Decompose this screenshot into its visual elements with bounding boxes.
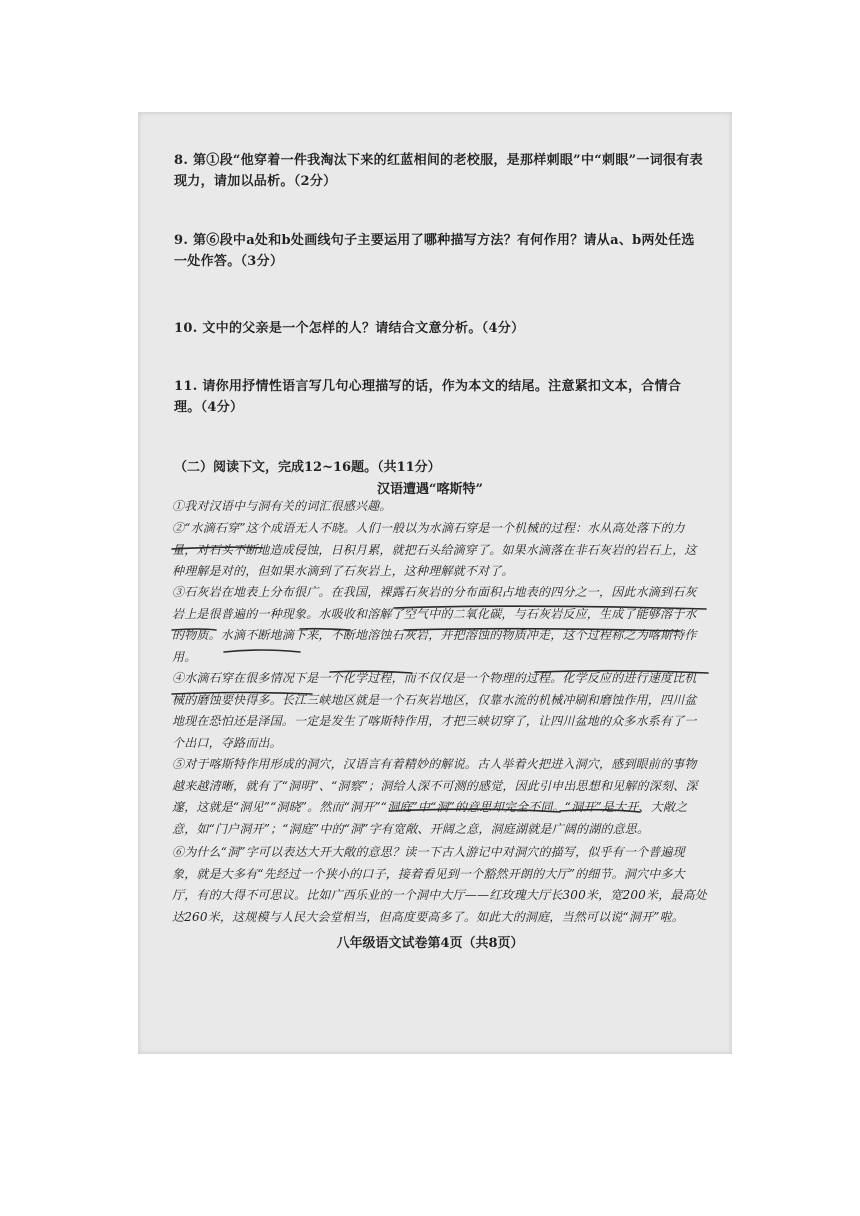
question-10: 10. 文中的父亲是一个怎样的人？请结合文意分析。（4分） xyxy=(174,321,525,336)
paragraph-6: ⑥为什么“洞”字可以表达大开大敞的意思？读一下古人游记中对洞穴的描写，似乎有一个普遍现象，就是大多有“先经过一个狭小的口子，接着看见到一个豁然开朗的大厅”的细节。洞穴中多大厅，有的大得不可思议。比如广西乐业的一个洞中大厅——红玫瑰大厅长300米，宽200米，最高处达260米，这规模与人民大会堂相当，但高度要高多了。如此大的洞庭，当然可以说“洞开”啦。 xyxy=(172,845,708,924)
section-heading: （二）阅读下文，完成12~16题。（共11分） xyxy=(174,460,441,475)
question-8: 8. 第①段“他穿着一件我淘汰下来的红蓝相间的老校服，是那样刺眼”中“刺眼”一词很有表现力，请加以品析。（2分） xyxy=(174,153,703,189)
paragraph-4: ④水滴石穿在很多情况下是一个化学过程，而不仅仅是一个物理的过程。化学反应的进行速度比机械的磨蚀要快得多。长江三峡地区就是一个石灰岩地区，仅靠水流的机械冲刷和磨蚀作用，四川盆地现在恐怕还是泽国。一定是发生了喀斯特作用，才把三峡切穿了，让四川盆地的众多水系有了一个出口，夺路而出。 xyxy=(172,671,697,750)
page-footer: 八年级语文试卷第4页（共8页） xyxy=(336,936,524,951)
paragraph-3: ③石灰岩在地表上分布很广。在我国，裸露石灰岩的分布面积占地表的四分之一，因此水滴到石灰岩上是很普遍的一种现象。水吸收和溶解了空气中的二氧化碳，与石灰岩反应，生成了能够溶于水的物质。水滴不断地滴下来，不断地溶蚀石灰岩，并把溶蚀的物质冲走，这个过程称之为喀斯特作用。 xyxy=(172,585,697,664)
question-11: 11. 请你用抒情性语言写几句心理描写的话，作为本文的结尾。注意紧扣文本，合情合理。（4分） xyxy=(174,379,682,415)
question-9: 9. 第⑥段中a处和b处画线句子主要运用了哪种描写方法？有何作用？请从a、b两处任选一处作答。（3分） xyxy=(174,233,695,269)
paragraph-5: ⑤对于喀斯特作用形成的洞穴，汉语言有着精妙的解说。古人举着火把进入洞穴，感到眼前的事物越来越清晰，就有了“洞明”、“洞察”；洞给人深不可测的感觉，因此引申出思想和见解的深刻、深邃，这就是“洞见”“洞晓”。然而“洞开”“洞庭”中“洞”的意思却完全不同。“洞开”是大开、大敞之意，如“门户洞开”；“洞庭”中的“洞”字有宽敞、开阔之意，洞庭湖就是广阔的湖的意思。 xyxy=(172,757,698,836)
paragraph-1: ①我对汉语中与洞有关的词汇很感兴趣。 xyxy=(172,499,392,513)
article-title: 汉语遭遇“喀斯特” xyxy=(377,482,483,497)
paragraph-2: ②“水滴石穿”这个成语无人不晓。人们一般以为水滴石穿是一个机械的过程：水从高处落下的力量，对石头不断地造成侵蚀，日积月累，就把石头给滴穿了。如果水滴落在非石灰岩的岩石上，这种理解是对的，但如果水滴到了石灰岩上，这种理解就不对了。 xyxy=(172,521,697,579)
